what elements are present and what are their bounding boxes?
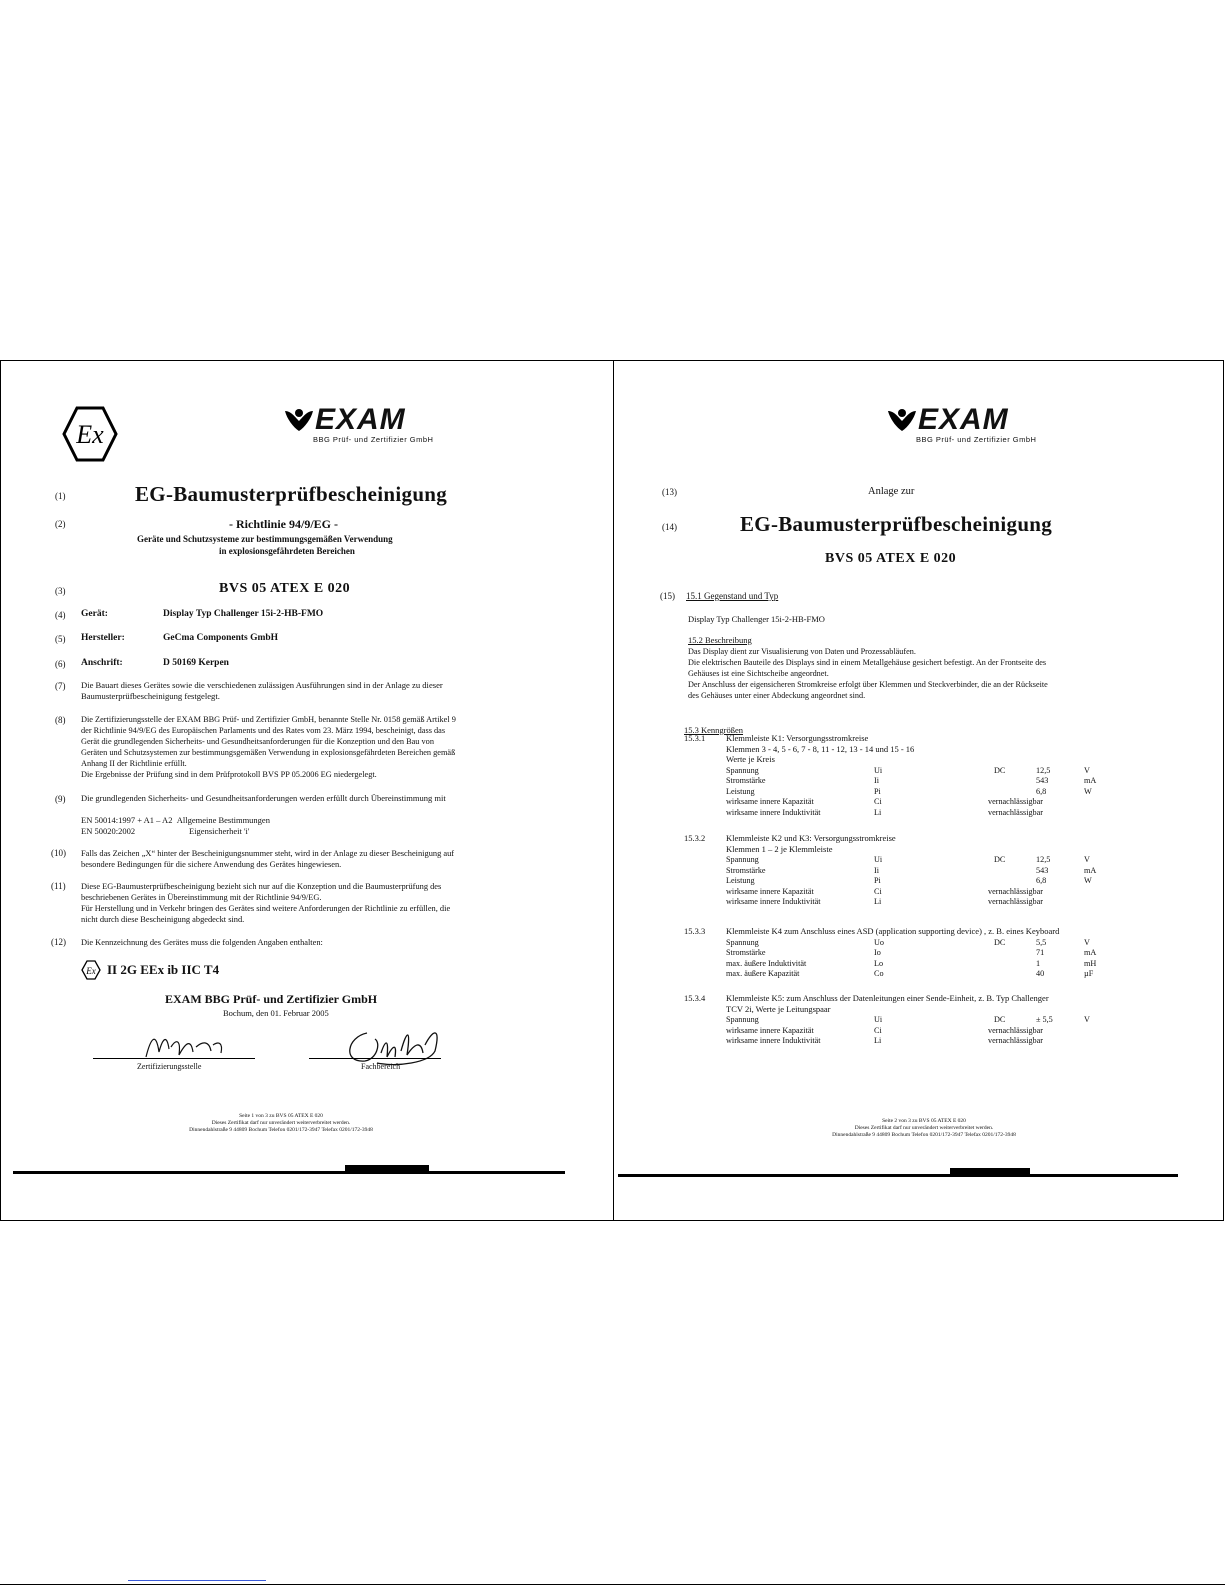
param-unit: V — [1084, 765, 1090, 775]
parameter-row — [726, 775, 1106, 786]
document-sheet — [0, 360, 1224, 1221]
parameter-row — [726, 958, 1106, 969]
device-label: Gerät: — [81, 609, 108, 619]
param-value: 40 — [1036, 969, 1045, 978]
param-symbol: Li — [874, 1036, 882, 1045]
parameter-row — [726, 1014, 1106, 1025]
param-symbol: Li — [874, 807, 882, 817]
param-prefix: DC — [994, 937, 1006, 947]
param-prefix: vernachlässigbar — [988, 807, 1044, 817]
section-heading: 15.2 Beschreibung — [688, 635, 752, 645]
paragraph-11: Diese EG-Baumusterprüfbescheinigung bezieht sich nur auf die Konzeption und die Baumusterprüfung des beschriebenen Gerätes in Übereinstimmung mit der Richtlinie 94/9/EG. Für Herstellung und in Verkehr bringen des Gerätes sind weitere Anforderungen der Richtlinie zu erfüllen, die nicht durch diese Bescheinigung abgedeckt sind. — [81, 882, 451, 924]
section-heading-line: Werte je Kreis — [726, 754, 775, 764]
param-unit: mA — [1084, 776, 1097, 785]
parameter-row — [726, 765, 1106, 776]
parameter-row — [726, 786, 1106, 797]
param-prefix: vernachlässigbar — [988, 886, 1044, 896]
item-number: (8) — [55, 715, 66, 725]
param-unit: W — [1084, 786, 1092, 796]
address-value: D 50169 Kerpen — [163, 658, 229, 668]
exam-logo — [886, 405, 1036, 444]
section-heading: 15.3 Kenngrößen — [684, 725, 744, 735]
item-number: (7) — [55, 681, 66, 691]
param-name: Stromstärke — [726, 948, 766, 957]
signature-line-left — [93, 1058, 255, 1059]
parameter-row — [726, 875, 1106, 886]
item-number: (3) — [55, 586, 66, 596]
exam-bird-icon — [283, 407, 315, 433]
paragraph-12: Die Kennzeichnung des Gerätes muss die folgenden Angaben enthalten: — [81, 938, 323, 947]
certificate-number: BVS 05 ATEX E 020 — [219, 581, 351, 596]
param-value: ± 5,5 — [1036, 1015, 1053, 1024]
parameter-row — [726, 865, 1106, 876]
param-symbol: Lo — [874, 958, 884, 968]
section-number: 15.3.4 — [684, 993, 706, 1003]
footer-rule — [13, 1171, 565, 1174]
parameter-row — [726, 807, 1106, 818]
param-value: 1 — [1036, 958, 1041, 968]
section-heading-line: Klemmleiste K5: zum Anschluss der Datenleitungen einer Sende-Einheit, z. B. Typ Challenger — [726, 993, 1049, 1003]
annex-title: EG-Baumusterprüfbescheinigung — [740, 512, 1053, 536]
param-name: Stromstärke — [726, 865, 766, 875]
param-prefix: vernachlässigbar — [988, 897, 1044, 906]
manufacturer-label: Hersteller: — [81, 633, 125, 643]
item-number: (11) — [51, 881, 66, 891]
signature-left-label: Zertifizierungsstelle — [137, 1062, 202, 1071]
directive-subtitle-1: Geräte und Schutzsysteme zur bestimmungsgemäßen Verwendung — [137, 534, 393, 544]
parameter-row — [726, 968, 1106, 979]
parameter-row — [726, 1025, 1106, 1036]
param-name: Spannung — [726, 1015, 759, 1024]
item-number: (14) — [662, 522, 677, 532]
parameter-row — [726, 896, 1106, 907]
param-unit: W — [1084, 876, 1092, 885]
page-footer: Seite 2 von 3 zu BVS 05 ATEX E 020 Dieses Zertifikat darf nur unverändert weiterverbreitet werden. Dinnendahlstraße 9 44809 Bochum Telefon 0201/172-3947 Telefax 0201/172-3948 — [832, 1118, 1016, 1138]
param-name: max. äußere Induktivität — [726, 958, 807, 968]
param-prefix: vernachlässigbar — [988, 1036, 1044, 1045]
param-value: 543 — [1036, 776, 1049, 785]
param-symbol: Ii — [874, 865, 880, 875]
param-name: Spannung — [726, 937, 759, 947]
param-name: wirksame innere Induktivität — [726, 897, 821, 906]
param-symbol: Co — [874, 969, 884, 978]
section-heading-line: Klemmen 3 - 4, 5 - 6, 7 - 8, 11 - 12, 13 - 14 und 15 - 16 — [726, 743, 915, 754]
param-unit: V — [1084, 937, 1090, 947]
section-heading-line: Klemmleiste K1: Versorgungsstromkreise — [726, 733, 869, 743]
param-name: wirksame innere Kapazität — [726, 1025, 814, 1035]
param-name: Spannung — [726, 855, 759, 864]
param-symbol: Ii — [874, 776, 880, 785]
param-prefix: vernachlässigbar — [988, 1025, 1044, 1035]
item-number: (13) — [662, 487, 677, 497]
item-number: (12) — [51, 937, 66, 947]
param-name: Spannung — [726, 765, 759, 775]
document-title: EG-Baumusterprüfbescheinigung — [135, 482, 448, 506]
param-symbol: Ci — [874, 797, 882, 806]
param-prefix: DC — [994, 855, 1006, 864]
section-heading-line: Klemmleiste K2 und K3: Versorgungsstromkreise — [726, 833, 896, 843]
param-value: 71 — [1036, 948, 1045, 957]
param-symbol: Ci — [874, 886, 882, 896]
section-heading-line: Klemmleiste K4 zum Anschluss eines ASD (application supporting device) , z. B. eines Keyboard — [726, 926, 1060, 936]
footer-rule — [618, 1174, 1178, 1177]
section-heading-line: Klemmen 1 – 2 je Klemmleiste — [726, 843, 833, 854]
device-type: Display Typ Challenger 15i-2-HB-FMO — [688, 614, 825, 624]
param-unit: µF — [1084, 969, 1094, 978]
item-number: (5) — [55, 634, 66, 644]
device-value: Display Typ Challenger 15i-2-HB-FMO — [163, 609, 324, 619]
param-value: 6,8 — [1036, 786, 1047, 796]
footer-block — [950, 1168, 1030, 1176]
param-symbol: Io — [874, 948, 881, 957]
signature-line-right — [309, 1058, 441, 1059]
item-number: (10) — [51, 848, 66, 858]
brand-subline: BBG Prüf- und Zertifizier GmbH — [916, 435, 1037, 444]
svg-text:Ex: Ex — [86, 966, 96, 976]
certificate-page-1 — [1, 361, 613, 1220]
svg-text:Ex: Ex — [76, 420, 104, 449]
param-symbol: Ci — [874, 1025, 882, 1035]
param-symbol: Ui — [874, 765, 883, 775]
parameter-row — [726, 947, 1106, 958]
parameter-row — [726, 854, 1106, 865]
equipment-marking: II 2G EEx ib IIC T4 — [107, 962, 220, 977]
param-unit: V — [1084, 855, 1090, 864]
param-symbol: Pi — [874, 876, 881, 885]
param-value: 543 — [1036, 865, 1049, 875]
certificate-number: BVS 05 ATEX E 020 — [825, 551, 957, 566]
item-number: (15) — [660, 591, 675, 601]
param-prefix: DC — [994, 765, 1006, 775]
param-prefix: vernachlässigbar — [988, 797, 1044, 806]
section-number: 15.3.2 — [684, 833, 706, 843]
description-paragraph: Das Display dient zur Visualisierung von Daten und Prozessabläufen. Die elektrischen Bauteile des Displays sind in einem Metallgehäuse gesichert befestigt. An der Frontseite des Gehäuses ist eine Sichtscheibe angeordnet. Der Anschluss der eigensicheren Stromkreise erfolgt über Klemmen und Steckverbinder, die an der Rückseite des Gehäuses unter einer Abdeckung angeordnet sind. — [688, 647, 1048, 700]
param-value: 12,5 — [1036, 855, 1051, 864]
param-name: wirksame innere Kapazität — [726, 797, 814, 806]
item-number: (6) — [55, 659, 66, 669]
page-footer: Seite 1 von 3 zu BVS 05 ATEX E 020 Dieses Zertifikat darf nur unverändert weiterverbreitet werden. Dinnendahlstraße 9 44809 Bochum Telefon 0201/172-3947 Telefax 0201/172-3948 — [189, 1113, 373, 1133]
param-unit: mA — [1084, 865, 1097, 875]
item-number: (2) — [55, 519, 66, 529]
brand-name: EXAM — [918, 403, 1009, 436]
param-value: 12,5 — [1036, 765, 1051, 775]
brand-subline: BBG Prüf- und Zertifizier GmbH — [313, 435, 434, 444]
footer-block — [345, 1165, 429, 1173]
param-symbol: Uo — [874, 937, 885, 947]
paragraph-7: Die Bauart dieses Gerätes sowie die verschiedenen zulässigen Ausführungen sind in der Anlage zu dieser Baumusterprüfbescheinigung festgelegt. — [81, 680, 443, 701]
manufacturer-value: GeCma Components GmbH — [163, 633, 279, 643]
param-name: wirksame innere Induktivität — [726, 1036, 821, 1045]
param-name: Leistung — [726, 786, 755, 796]
parameter-row — [726, 1035, 1106, 1046]
param-symbol: Ui — [874, 1015, 883, 1024]
param-prefix: DC — [994, 1015, 1006, 1024]
place-date: Bochum, den 01. Februar 2005 — [223, 1008, 329, 1018]
param-unit: mA — [1084, 948, 1097, 957]
section-heading-line: TCV 2i, Werte je Leitungspaar — [726, 1003, 831, 1014]
brand-name: EXAM — [315, 403, 406, 436]
standard-row: EN 50014:1997 + A1 – A2 Allgemeine Bestimmungen — [81, 815, 270, 825]
param-unit: V — [1084, 1015, 1090, 1024]
param-name: max. äußere Kapazität — [726, 969, 800, 978]
exam-logo — [283, 405, 433, 444]
address-label: Anschrift: — [81, 658, 123, 668]
paragraph-8: Die Zertifizierungsstelle der EXAM BBG Prüf- und Zertifizier GmbH, benannte Stelle Nr. 0158 gemäß Artikel 9 der Richtlinie 94/9/EG des Europäischen Parlaments und des Rates vom 23. März 1994, bescheinigt, dass das Gerät die grundlegenden Sicherheits- und Gesundheitsanforderungen für die Konzeption und den Bau von Geräten und Schutzsystemen zur bestimmungsgemäßen Verwendung in explosionsgefährdeten Bereichen gemäß Anhang II der Richtlinie erfüllt. Die Ergebnisse der Prüfung sind in dem Prüfprotokoll BVS PP 05.2006 EG niedergelegt. — [81, 715, 456, 779]
paragraph-10: Falls das Zeichen „X“ hinter der Bescheinigungsnummer steht, wird in der Anlage zu dieser Bescheinigung auf besondere Bedingungen für die sichere Anwendung des Gerätes hingewiesen. — [81, 849, 455, 869]
param-symbol: Ui — [874, 855, 883, 864]
section-number: 15.3.3 — [684, 926, 706, 936]
directive-subtitle-2: in explosionsgefährdeten Bereichen — [219, 546, 355, 556]
standard-row: EN 50020:2002 Eigensicherheit 'i' — [81, 826, 250, 836]
param-name: Stromstärke — [726, 776, 766, 785]
param-value: 6,8 — [1036, 876, 1047, 885]
section-heading: 15.1 Gegenstand und Typ — [686, 591, 779, 601]
param-value: 5,5 — [1036, 937, 1047, 947]
signature-right-label: Fachbereich — [361, 1062, 401, 1071]
param-symbol: Li — [874, 897, 882, 906]
param-unit: mH — [1084, 958, 1097, 968]
annex-label: Anlage zur — [868, 486, 915, 497]
ex-hexagon-icon — [61, 405, 119, 463]
param-name: wirksame innere Induktivität — [726, 807, 821, 817]
ex-marking-icon — [81, 960, 101, 980]
param-name: Leistung — [726, 876, 755, 885]
param-symbol: Pi — [874, 786, 881, 796]
directive-title: - Richtlinie 94/9/EG - — [229, 517, 338, 531]
section-number: 15.3.1 — [684, 733, 706, 743]
item-number: (9) — [55, 794, 66, 804]
item-number: (1) — [55, 491, 66, 501]
parameter-row — [726, 937, 1106, 948]
paragraph-9: Die grundlegenden Sicherheits- und Gesundheitsanforderungen werden erfüllt durch Übereinstimmung mit — [81, 793, 446, 803]
issuer-name: EXAM BBG Prüf- und Zertifizier GmbH — [165, 992, 378, 1006]
item-number: (4) — [55, 610, 66, 620]
certificate-page-2 — [614, 361, 1225, 1220]
parameter-row — [726, 886, 1106, 897]
param-name: wirksame innere Kapazität — [726, 886, 814, 896]
hyperlink-underline[interactable] — [128, 1580, 266, 1581]
parameter-row — [726, 796, 1106, 807]
exam-bird-icon — [886, 407, 918, 433]
